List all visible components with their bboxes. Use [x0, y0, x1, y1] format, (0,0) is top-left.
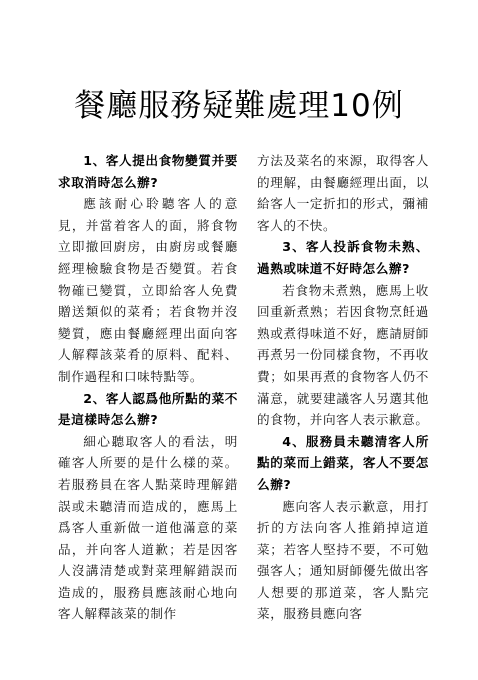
section-heading-q4: 4、服務員未聽清客人所點的菜而上錯菜，客人不要怎么辦?	[257, 433, 429, 492]
section-heading-q3: 3、客人投訴食物未熟、過熟或味道不好時怎么辦?	[257, 239, 429, 276]
page-title: 餐廳服務疑難處理10例	[74, 88, 404, 124]
section-body-q2-continued: 方法及菜名的來源，取得客人的理解，由餐廳經理出面，以給客人一定折扣的形式，彌補客人的不快。	[257, 153, 429, 233]
section-body-q2: 細心聽取客人的看法，明確客人所要的是什么樣的菜。若服務員在客人點菜時理解錯誤或未聽清而造成的，應馬上爲客人重新做一道他滿意的菜品，并向客人道歉；若是因客人沒講清楚或對菜理解錯誤而造成的，服務員應該耐心地向客人解釋該菜的制作	[58, 433, 238, 622]
section-body-q3: 若食物未煮熟，應馬上收回重新煮熟；若因食物烹飪過熟或煮得味道不好，應請厨師再煮另一份同樣食物，不再收費；如果再煮的食物客人仍不滿意，就要建議客人另選其他的食物，并向客人表示歉意。	[257, 282, 429, 428]
section-body-q4: 應向客人表示歉意，用打折的方法向客人推銷掉這道菜；若客人堅持不要，不可勉强客人；通知厨師優先做出客人想要的那道菜，客人點完菜，服務員應向客	[257, 498, 429, 622]
section-body-q1: 應該耐心聆聽客人的意見，并當着客人的面，將食物立即撤回廚房，由廚房或餐廳經理檢驗食物是否變質。若食物確已變質，立即給客人免費贈送類似的菜肴；若食物并沒變質，應由餐廳經理出面向客人解釋該菜肴的原料、配料、制作過程和口味特點等。	[58, 196, 238, 384]
right-column	[257, 150, 429, 625]
section-heading-q1: 1、客人提出食物變質并要求取消時怎么辦?	[58, 153, 238, 190]
left-column	[58, 150, 238, 625]
section-heading-q2: 2、客人認爲他所點的菜不是這樣時怎么辦?	[58, 390, 238, 428]
